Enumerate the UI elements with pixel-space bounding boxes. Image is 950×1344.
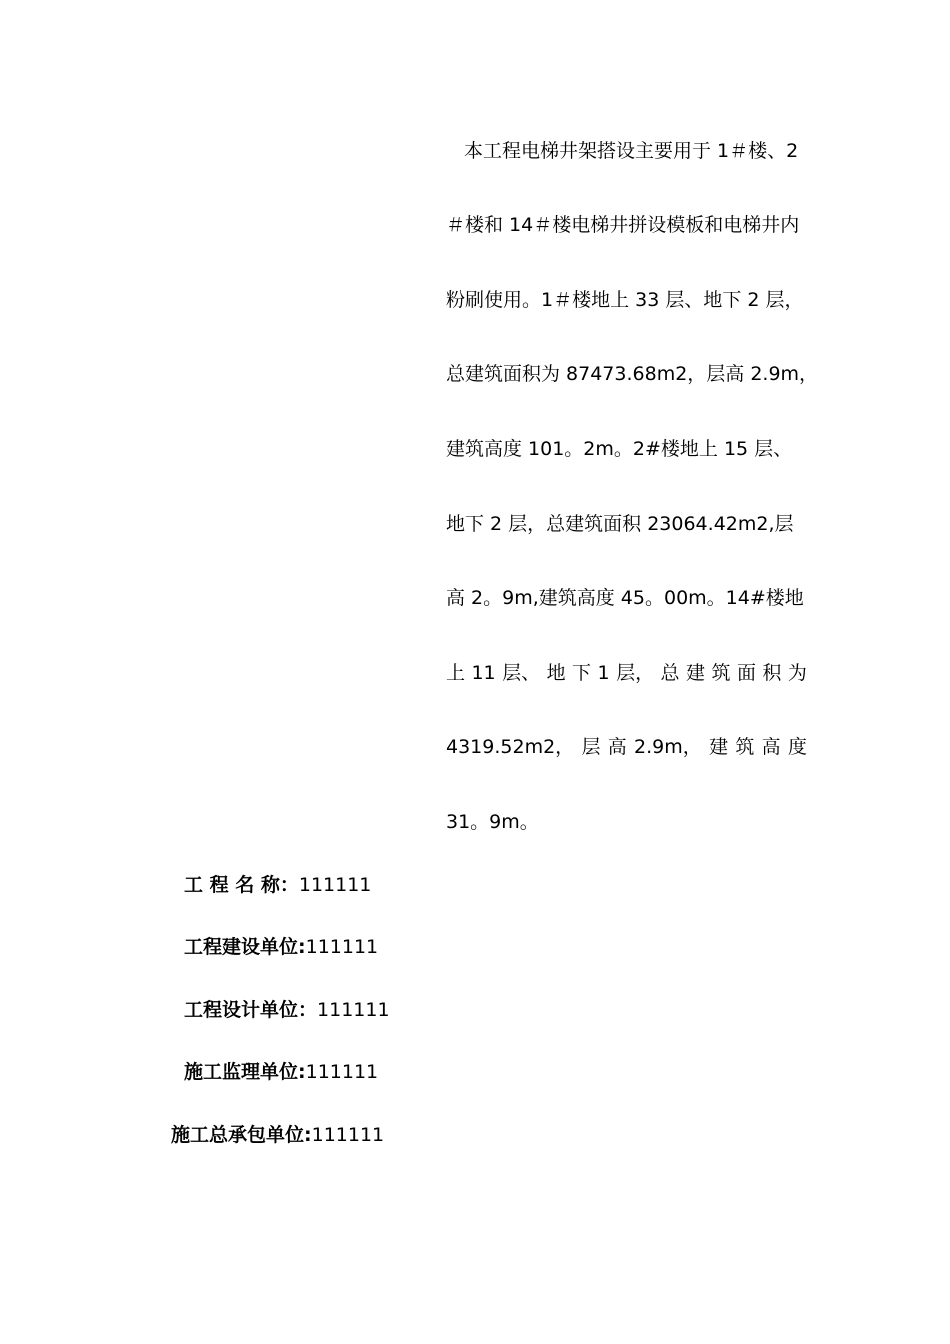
project-name-label: 工 程 名 称： [184,874,299,896]
supervisor-label: 施工监理单位: [184,1061,306,1083]
supervisor-row [184,1060,378,1084]
description-line-1: 本工程电梯井架搭设主要用于 1＃楼、2 [464,140,799,162]
word: 地 [546,662,566,684]
project-name-row [184,873,371,897]
word: 面 [736,662,756,684]
word: 层 [581,736,601,758]
owner-label: 工程建设单位: [184,936,306,958]
word: 度 [787,736,807,758]
description-line-2: ＃楼和 14＃楼电梯井拼设模板和电梯井内 [446,214,800,236]
word: 上 [446,662,466,684]
word: 积 [762,662,782,684]
word: 建 [709,736,729,758]
description-line-5: 建筑高度 101。2m。2#楼地上 15 层、 [446,438,793,460]
word: 4319.52m2， [446,736,575,758]
word: 下 [572,662,592,684]
contractor-value: 111111 [311,1124,385,1146]
description-line-7: 高 2。9m,建筑高度 45。00m。14#楼地 [446,587,804,609]
word: 2.9m， [634,736,702,758]
word: 总 [660,662,680,684]
description-line-10: 31。9m。 [446,811,539,833]
designer-label: 工程设计单位： [184,999,318,1021]
word: 层、 [502,662,541,684]
project-name-value: 111111 [298,874,372,896]
word: 高 [607,736,627,758]
designer-value: 111111 [317,999,390,1021]
description-line-3: 粉刷使用。1＃楼地上 33 层、地下 2 层， [446,289,804,311]
description-line-9 [446,735,807,759]
description-line-8 [446,661,807,685]
word: 筑 [711,662,731,684]
word: 11 [471,662,496,684]
supervisor-value: 111111 [305,1061,379,1083]
designer-row [184,998,390,1022]
description-line-6: 地下 2 层，总建筑面积 23064.42m2,层 [446,513,794,535]
word: 1 [597,662,610,684]
word: 建 [686,662,706,684]
contractor-row [171,1123,384,1147]
owner-value: 111111 [305,936,379,958]
word: 筑 [735,736,755,758]
word: 层， [616,662,655,684]
word: 为 [787,662,807,684]
word: 高 [761,736,781,758]
owner-row [184,935,378,959]
contractor-label: 施工总承包单位: [171,1124,312,1146]
description-line-4: 总建筑面积为 87473.68m2，层高 2.9m， [446,363,819,385]
